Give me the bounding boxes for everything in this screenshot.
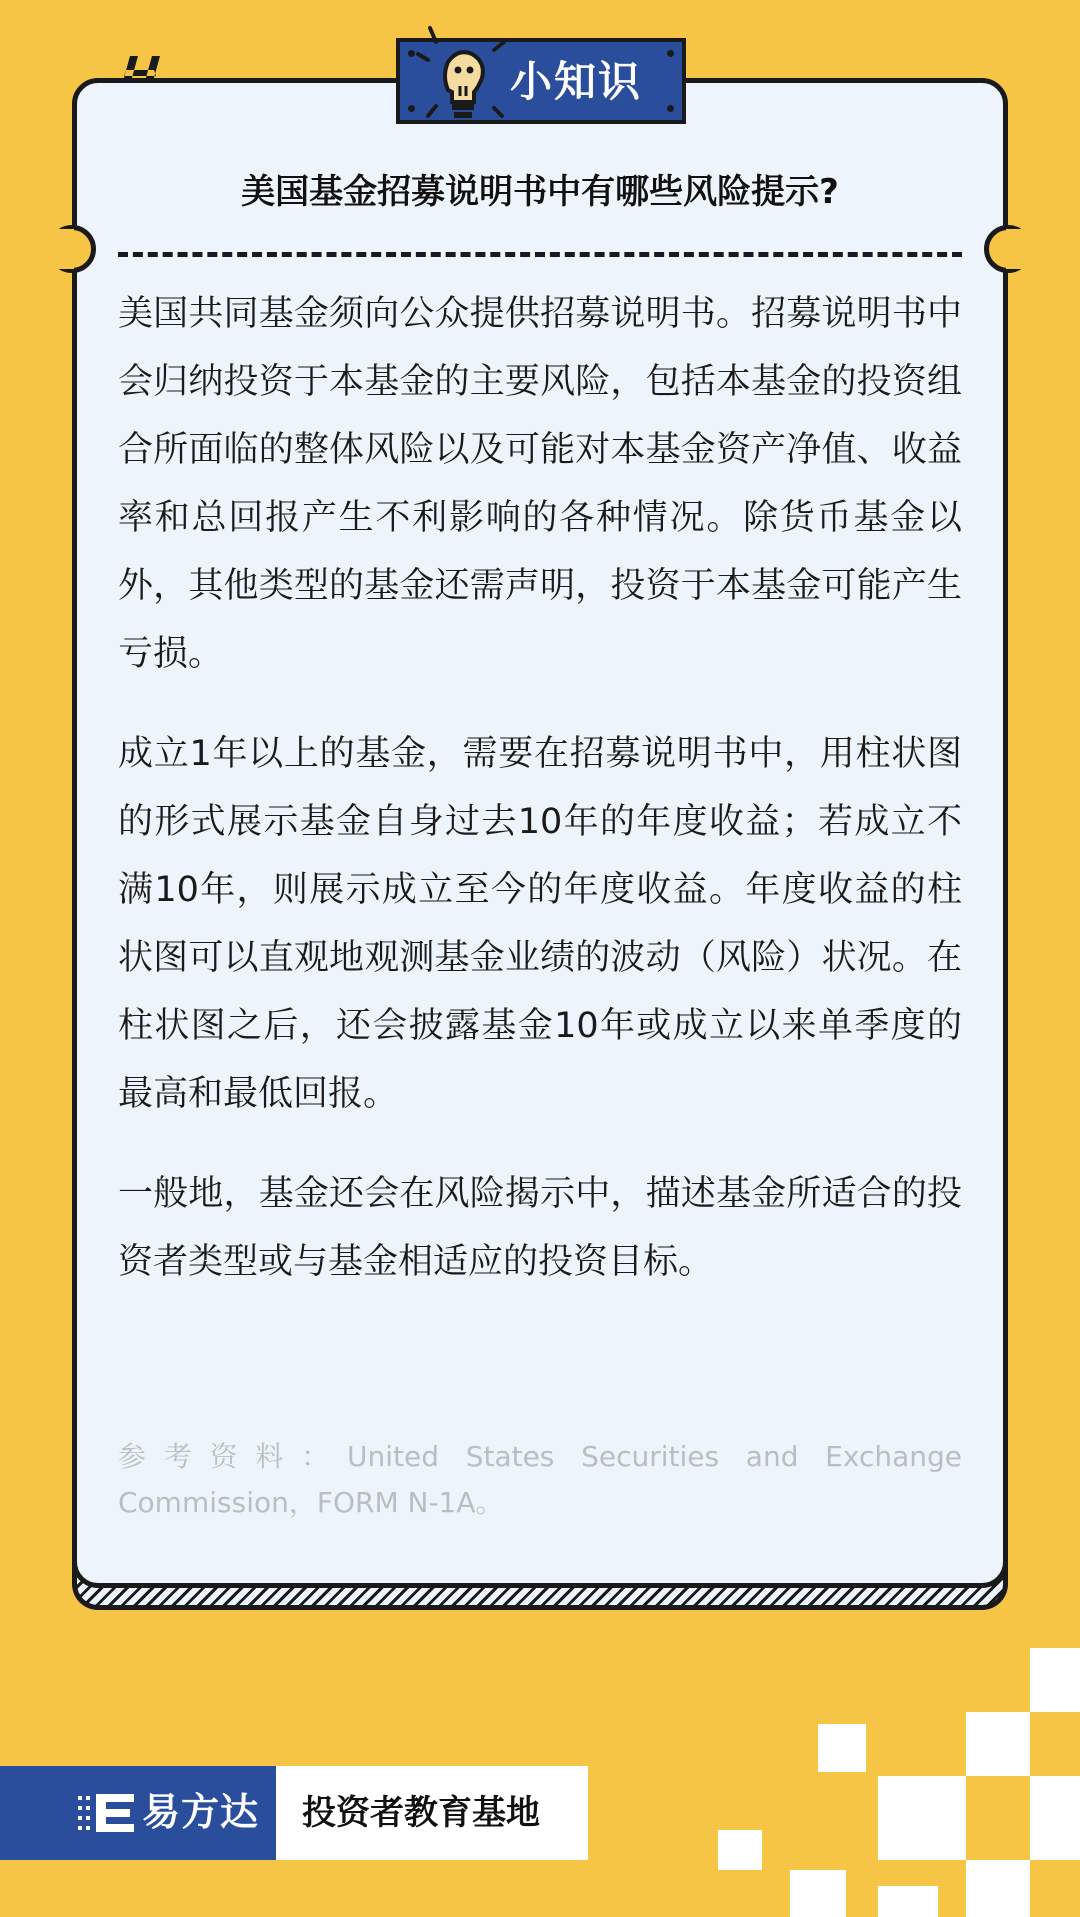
brand-name: 易方达 (142, 1790, 260, 1834)
paragraph-1: 美国共同基金须向公众提供招募说明书。招募说明书中会归纳投资于本基金的主要风险，包括本基金的投资组合所面临的整体风险以及可能对本基金资产净值、收益率和总回报产生不利影响的各种情况。除货币基金以外，其他类型的基金还需声明，投资于本基金可能产生亏损。 (118, 294, 962, 674)
footer-label: 投资者教育基地 (302, 1793, 540, 1833)
paragraph-3: 一般地，基金还会在风险揭示中，描述基金所适合的投资者类型或与基金相适应的投资目标。 (118, 1174, 962, 1282)
brand-block (0, 1766, 276, 1860)
footer-label-block (276, 1766, 588, 1860)
card-body (118, 280, 962, 1328)
reference-note: 参考资料：United States Securities and Exchange Commission，FORM N-1A。 (118, 1440, 962, 1519)
dashed-divider (118, 252, 962, 257)
brand-logo-icon (78, 1792, 136, 1834)
badge-title: 小知识 (510, 57, 643, 106)
paragraph-2: 成立1年以上的基金，需要在招募说明书中，用柱状图的形式展示基金自身过去10年的年度收益；若成立不满10年，则展示成立至今的年度收益。年度收益的柱状图可以直观地观测基金业绩的波动（风险）状况。在柱状图之后，还会披露基金10年或成立以来单季度的最高和最低回报。 (118, 734, 962, 1114)
lightbulb-icon (412, 20, 522, 140)
card-title: 美国基金招募说明书中有哪些风险提示? (241, 172, 839, 212)
